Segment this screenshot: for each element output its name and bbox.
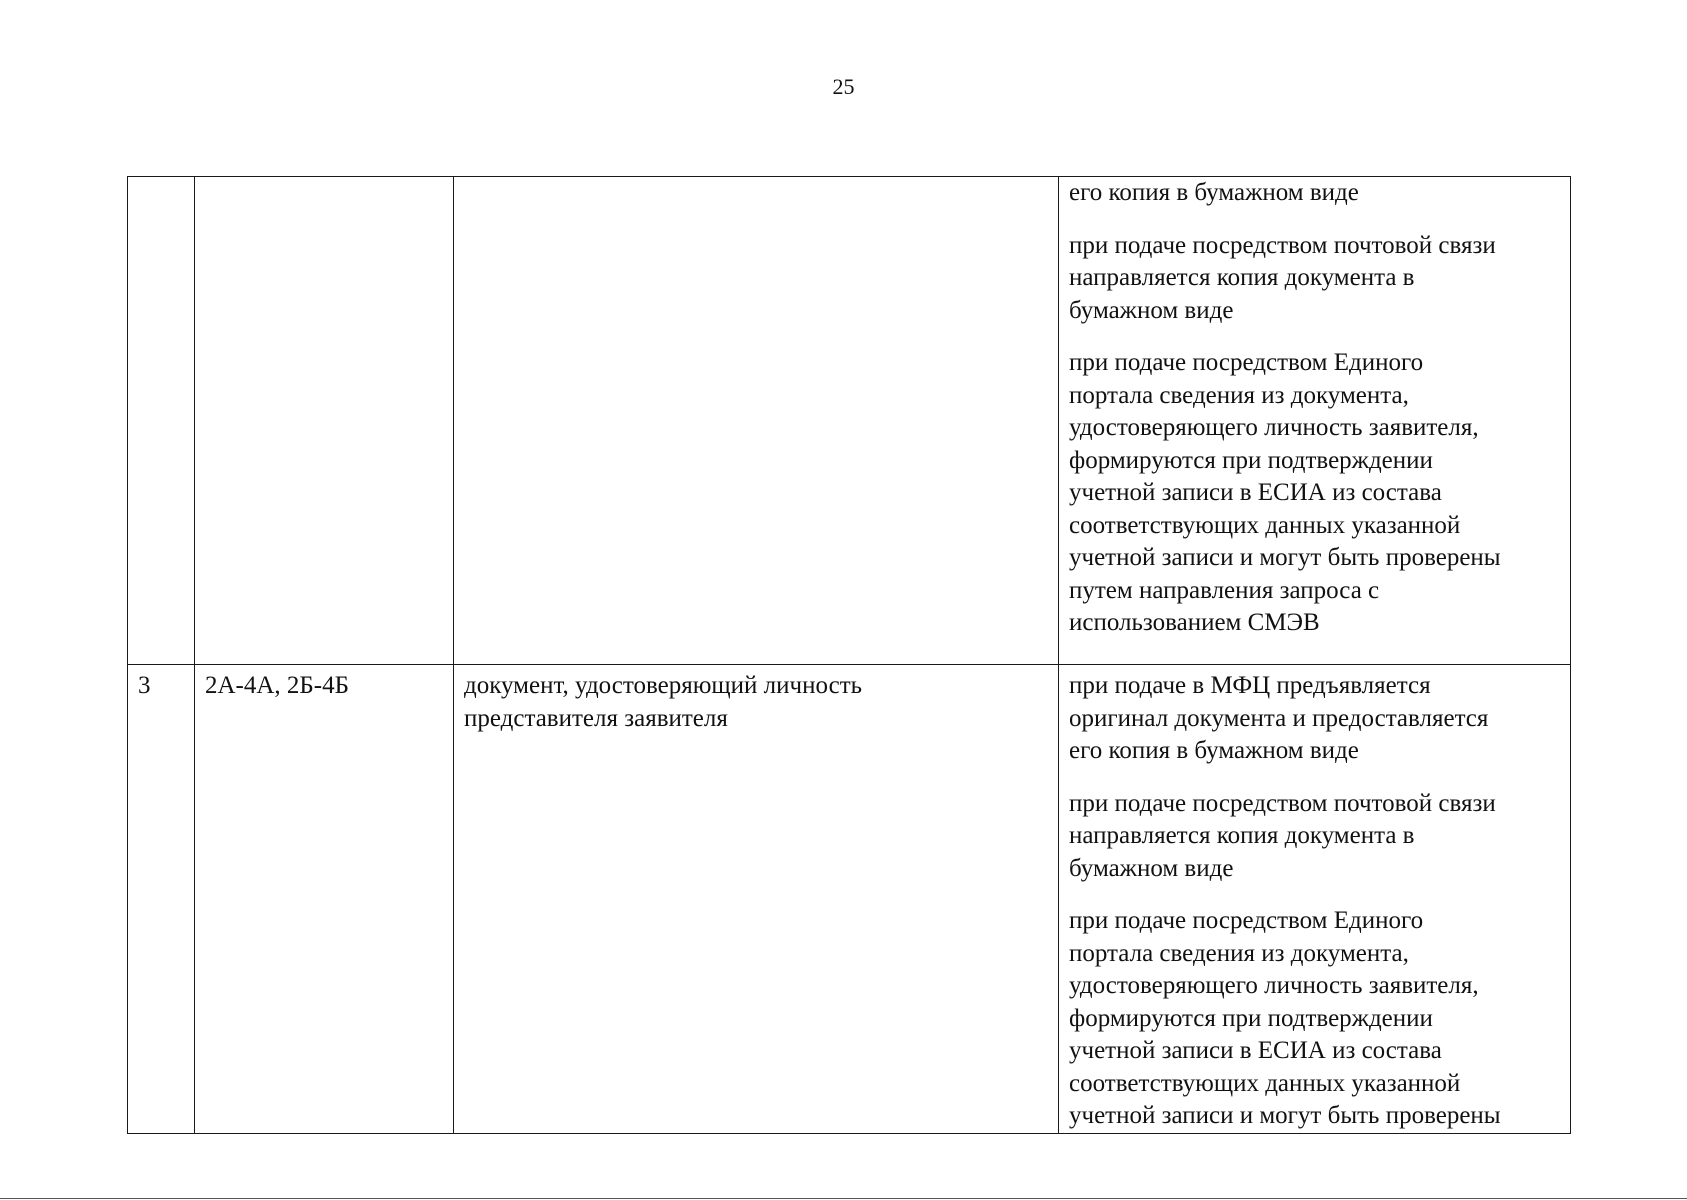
scan-edge-line: [0, 1198, 1687, 1199]
submission-paragraph: при подаче посредством почтовой связи направляется копия документа в бумажном виде: [1069, 789, 1496, 882]
cell-submission-methods: [1059, 177, 1571, 665]
cell-categories: [195, 177, 454, 665]
requirements-table: [127, 176, 1571, 1134]
submission-paragraph: при подаче посредством Единого портала сведения из документа, удостоверяющего личность заявителя, формируются при подтверждении учетной записи в ЕСИА из состава соответствующих данных указанной учетной записи и могут быть проверены: [1069, 907, 1501, 1129]
page-number: 25: [832, 74, 855, 99]
cell-number: [128, 177, 195, 665]
cell-categories: 2А-4А, 2Б-4Б: [195, 665, 454, 1134]
submission-paragraph: его копия в бумажном виде: [1069, 179, 1359, 206]
document-name: документ, удостоверяющий личность представителя заявителя: [464, 672, 863, 732]
table-row-continuation: [128, 177, 1571, 665]
cell-document: [454, 177, 1059, 665]
cell-document: [454, 665, 1059, 1134]
submission-paragraph: при подаче посредством Единого портала сведения из документа, удостоверяющего личность заявителя, формируются при подтверждении учетной записи в ЕСИА из состава соответствующих данных указанной учетной записи и могут быть проверены путем направления запроса с использованием СМЭВ: [1069, 349, 1501, 636]
cell-number: 3: [128, 665, 195, 1134]
table-row-3: [128, 665, 1571, 1134]
submission-paragraph: при подаче в МФЦ предъявляется оригинал документа и предоставляется его копия в бумажном виде: [1069, 672, 1489, 764]
cell-submission-methods: [1059, 665, 1571, 1134]
submission-paragraph: при подаче посредством почтовой связи направляется копия документа в бумажном виде: [1069, 231, 1496, 324]
